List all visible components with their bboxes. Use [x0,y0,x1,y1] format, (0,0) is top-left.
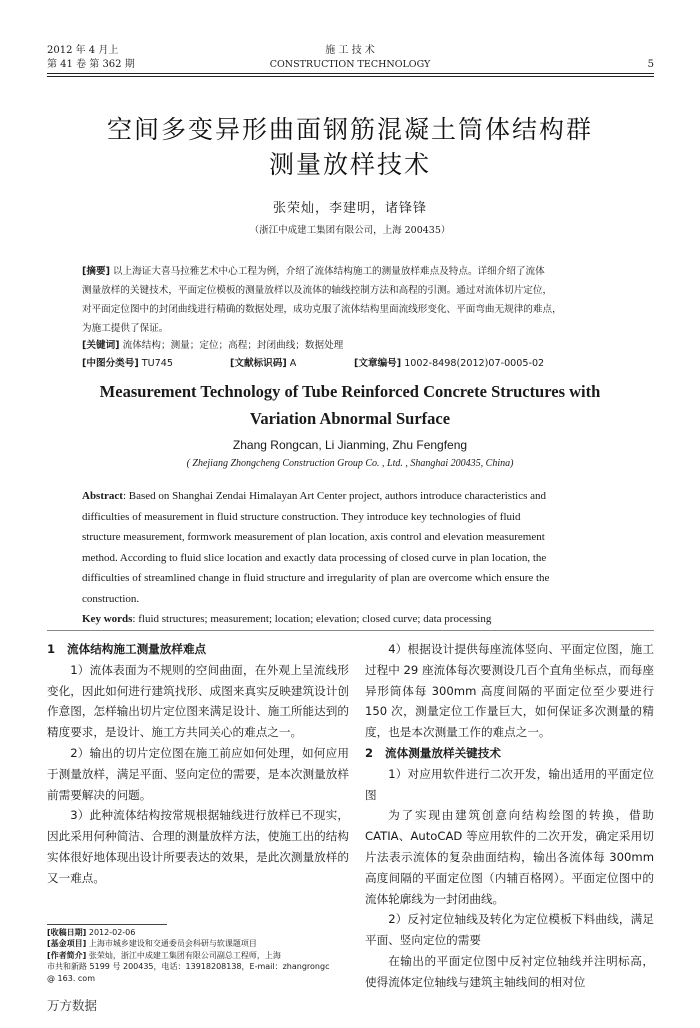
doc-code [230,356,296,372]
abstract-cn-line: 为施工提供了保证。 [82,323,169,334]
abstract-cn-label: [摘要] [82,266,110,277]
article-label: [文章编号] [354,358,402,369]
abstract-en-line: difficulties of measurement in fluid structure construction. They introduce key technologies of fluid [82,510,521,523]
abstract-en-line: method. According to fluid slice location and exactly data processing of closed curve in plan location, the [82,551,547,564]
keywords-en-label: Key words [82,613,133,625]
header-rule-2 [47,76,654,77]
abstract-cn-line: 测量放样的关键技术，平面定位模板的测量放样以及流体的轴线控制方法和高程的引测。通过对流体切片定位， [82,285,553,296]
volume-issue: 第 41 卷 第 362 期 [47,59,135,70]
section-1-heading [47,639,349,660]
abstract-en [82,486,624,630]
title-en-line2: Variation Abnormal Surface [249,409,451,428]
received-date: 2012-02-06 [86,928,136,937]
software-paragraph: 1）对应用软件进行二次开发，输出适用的平面定位图 [365,766,654,802]
journal-name-cn: 施 工 技 术 [325,45,375,56]
section-2-title: 流体测量放样关键技术 [385,745,501,760]
article-value: 1002-8498(2012)07-0005-02 [401,358,545,369]
title-cn-line2: 测量放样技术 [268,150,431,179]
abstract-cn [82,262,624,338]
keywords-en-text: : fluid structures; measurement; location; elevation; closed curve; data processing [132,613,492,625]
right-column [365,639,654,993]
difficulty-paragraph-1: 1）流体表面为不规则的空间曲面，在外观上呈流线形变化，因此如何进行建筑找形、成图来真实反映建筑设计创作意图，怎样输出切片定位图来满足设计、施工所能达到的精度要求，是设计、施工方共同关心的难点之一。 [47,662,349,740]
doc-value: A [286,358,297,369]
section-1-number: 1 [47,642,56,656]
section-1-title: 流体结构施工测量放样难点 [67,642,207,656]
difficulty-paragraph-2: 2）输出的切片定位图在施工前应如何处理，如何应用于测量放样，满足平面、竖向定位的需要，是本次测量放样前需要解决的问题。 [47,745,349,802]
cad-paragraph: 为了实现由建筑创意向结构绘图的转换，借助 CATIA、AutoCAD 等应用软件的二次开发，确定采用切片法表示流体的复杂曲面结构，输出各流体每 300mm 高度间隔的平面定位图（内辅百格网）。平面定位图中的流体轮廓线为一封闭曲线。 [365,808,654,906]
journal-name-en: CONSTRUCTION TECHNOLOGY [269,59,431,70]
difficulty-paragraph-3: 3）此种流体结构按常规根据轴线进行放样已不现实，因此采用何种简洁、合理的测量放样方法，使施工出的结构实体很好地体现出设计所要表达的效果，是此次测量放样的又一难点。 [47,808,349,885]
affiliation-en: ( Zhejiang Zhongcheng Construction Group Co. , Ltd. , Shanghai 200435, China) [186,458,514,469]
section-2-number: 2 [365,745,374,760]
left-column [47,639,349,889]
article-number [354,356,544,372]
issue-date: 2012 年 4 月上 [47,45,119,56]
keywords-cn [82,338,624,354]
keywords-cn-label: [关键词] [82,340,120,351]
keywords-cn-text: 流体结构；测量；定位；高程；封闭曲线；数据处理 [119,340,344,351]
doc-label: [文献标识码] [230,358,287,369]
authors-cn: 张荣灿，李建明，诸锋锋 [272,201,427,216]
clc-label: [中图分类号] [82,358,139,369]
abstract-en-line: construction. [82,592,140,605]
authors-en: Zhang Rongcan, Li Jianming, Zhu Fengfeng [232,438,468,452]
abstract-en-line: structure measurement, formwork measurement of plan location, axis control and elevation measurement [82,531,545,543]
title-en-line1: Measurement Technology of Tube Reinforced Concrete Structures with [99,382,601,401]
section-2-heading [365,743,654,764]
received-label: [收稿日期] [47,928,87,937]
footnote [47,927,357,984]
reverse-axis-paragraph: 2）反衬定位轴线及转化为定位模板下料曲线，满足平面、竖向定位的需要 [365,912,654,948]
affiliation-cn: （浙江中成建工集团有限公司，上海 200435） [249,225,451,236]
page-number: 5 [647,59,654,70]
author-bio-line1: 张荣灿，浙江中成建工集团有限公司副总工程师，上海 [86,950,281,960]
watermark: 万方数据 [47,998,98,1013]
fund-label: [基金项目] [47,939,87,949]
classification-row [82,356,624,372]
abstract-cn-line: 以上海证大喜马拉雅艺术中心工程为例，介绍了流体结构施工的测量放样难点及特点。详细介绍了流体 [109,266,545,277]
footnote-rule [47,924,167,925]
fund-text: 上海市城乡建设和交通委员会科研与软课题项目 [86,939,257,949]
author-bio-line3: @ 163. com [47,973,95,983]
abstract-en-label: Abstract [82,490,123,502]
abstract-en-line: : Based on Shanghai Zendai Himalayan Art Center project, authors introduce characteristics and [122,490,546,502]
author-bio-label: [作者简介] [47,950,87,960]
author-bio-line2: 市共和新路 5199 号 200435，电话：13918208138，E-mail：zhangrongc [47,962,330,972]
abstract-cn-line: 对平面定位图中的封闭曲线进行精确的数据处理，成功克服了流体结构里面流线形变化、平面弯曲无规律的难点， [82,304,562,315]
abstract-en-line: difficulties of streamlined change in fluid structure and irregularity of plan are overcome which ensure the [82,572,550,584]
difficulty-paragraph-4: 4）根据设计提供每座流体竖向、平面定位图，施工过程中 29 座流体每次要测设几百个直角坐标点，而每座异形筒体每 300mm 高度间隔的平面定位至少要进行 150 次，测量定位工作量巨大，如何保证多次测量的精度，也是本次测量工作的难点之一。 [365,642,654,740]
clc-value: TU745 [138,358,173,369]
clc-code [82,356,173,372]
title-cn-line1: 空间多变异形曲面钢筋混凝土筒体结构群 [106,115,593,144]
section-divider [47,630,654,631]
header-rule [47,73,654,74]
last-paragraph: 在输出的平面定位图中反衬定位轴线并注明标高，使得流体定位轴线与建筑主轴线间的相对位 [365,953,654,989]
